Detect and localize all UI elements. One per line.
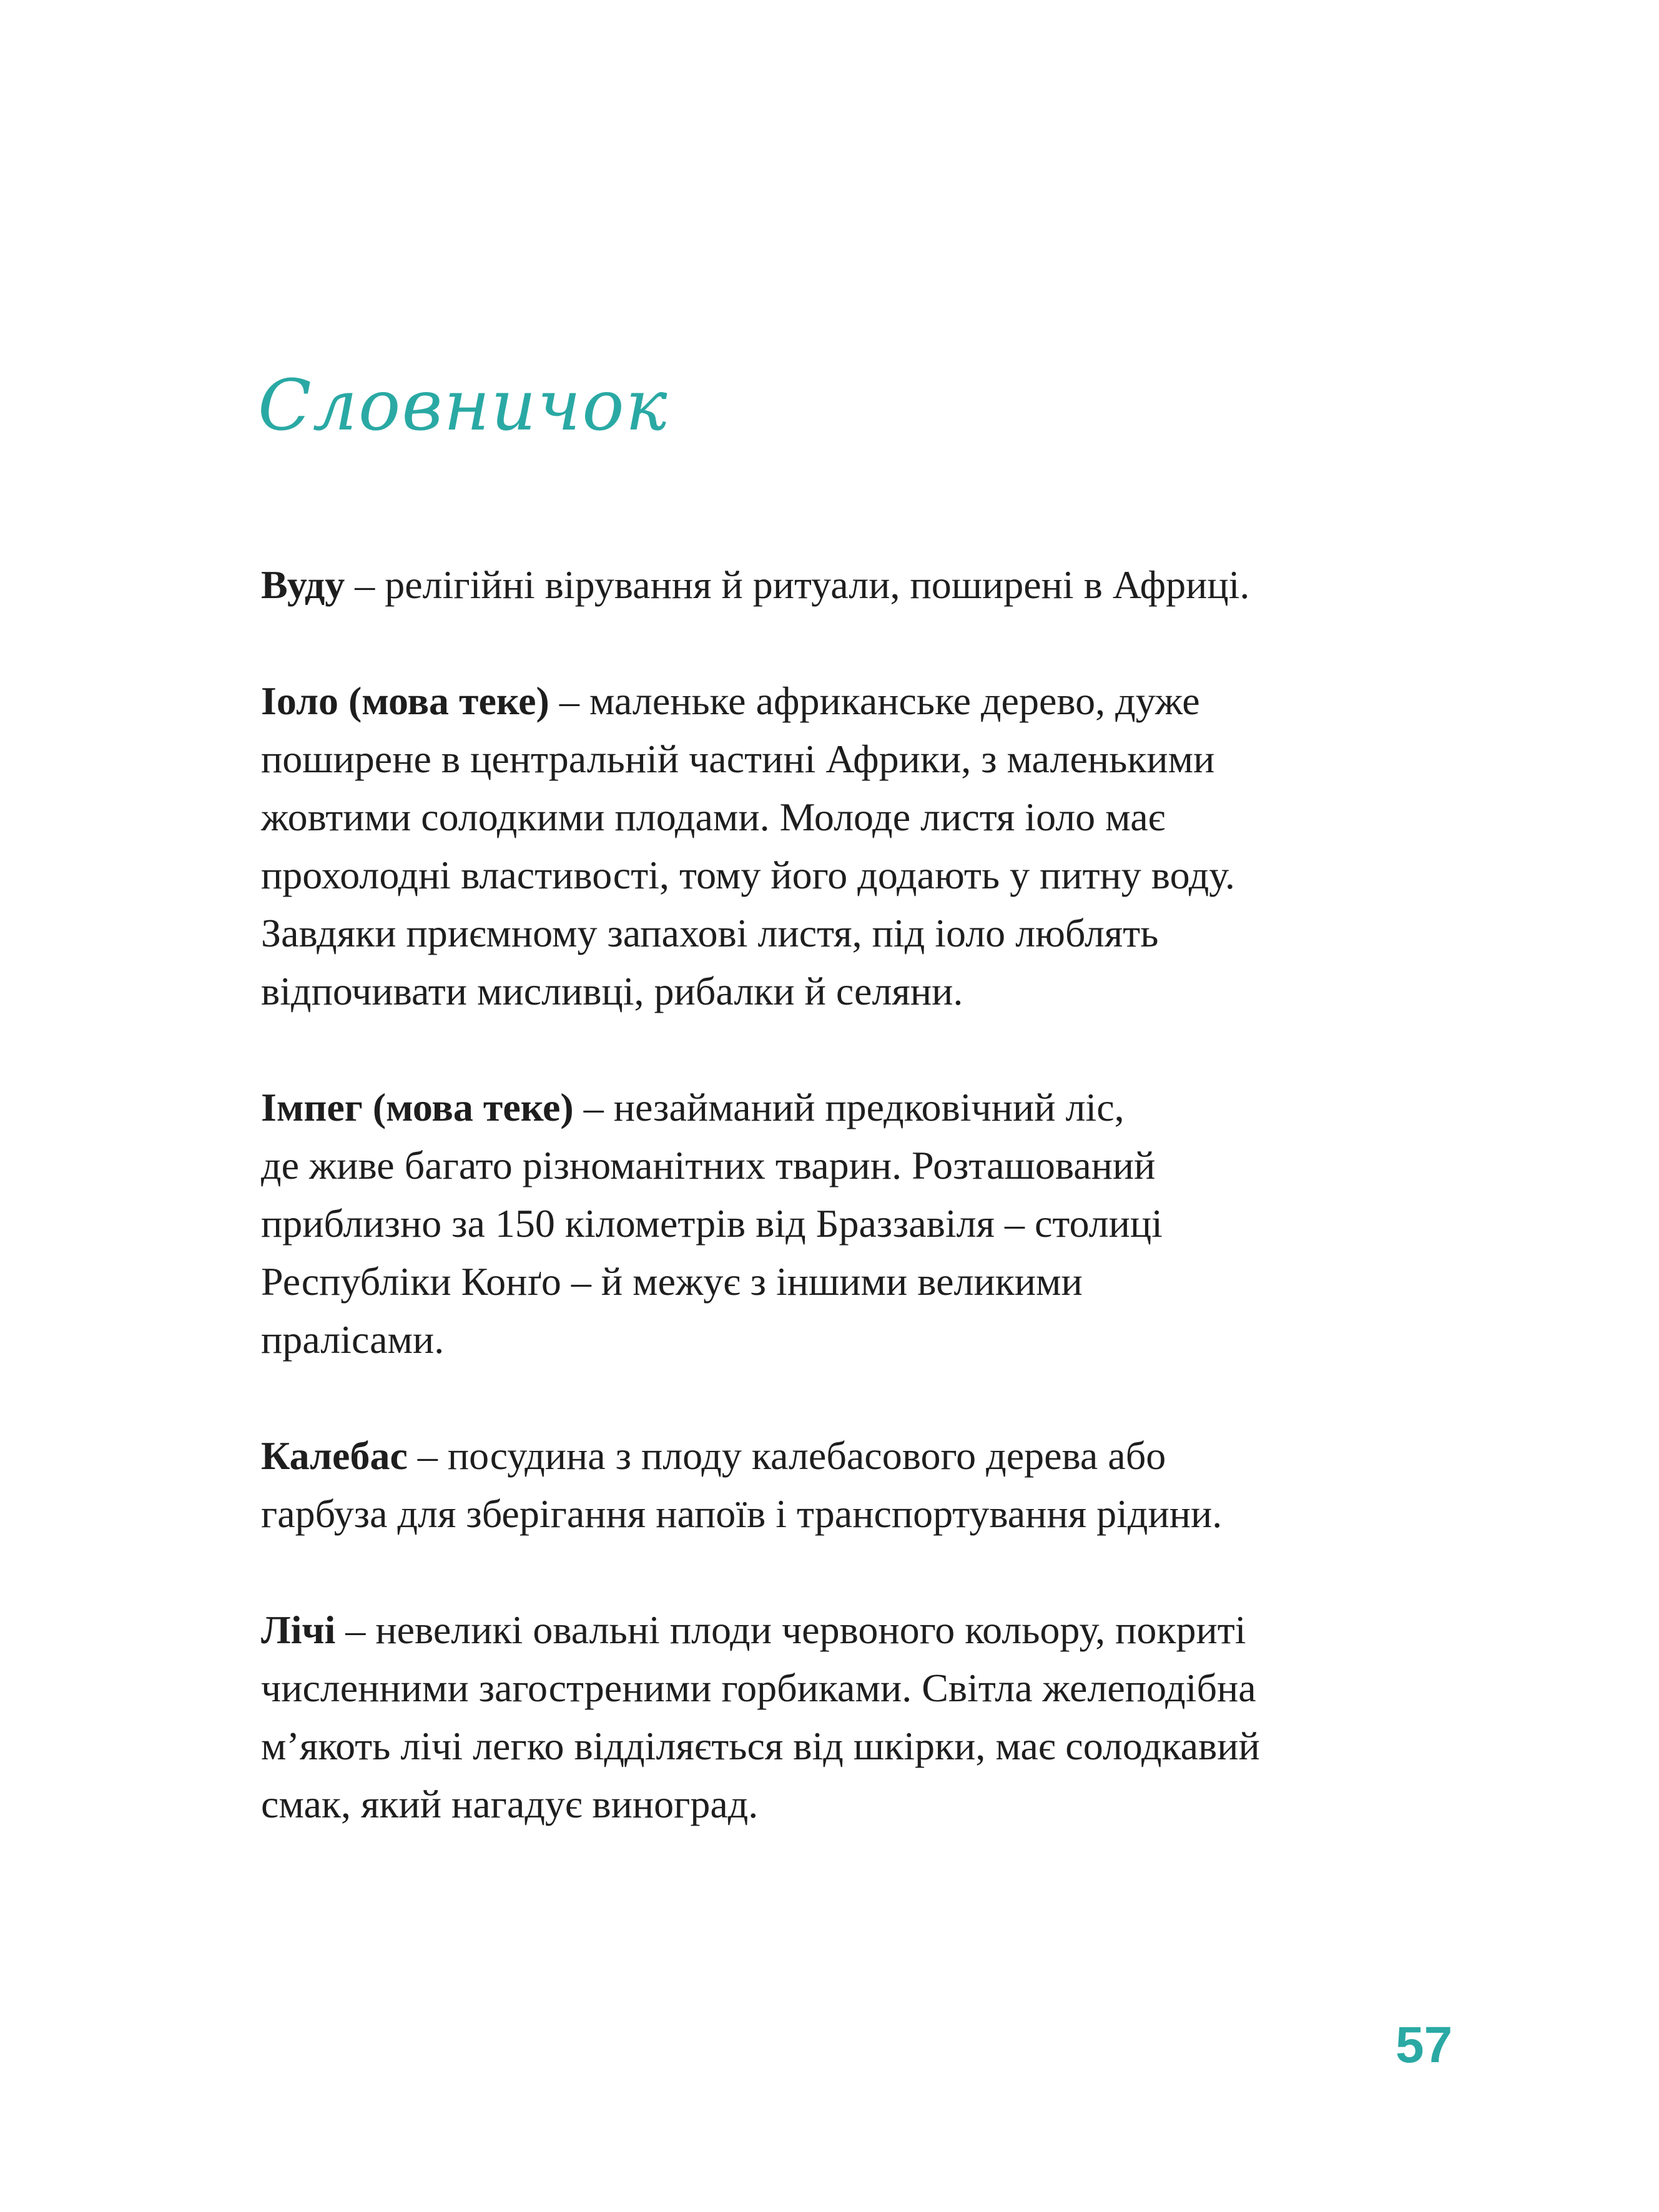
entry-definition-line: приблизно за 150 кілометрів від Браззавіля – столиці bbox=[261, 1201, 1163, 1246]
glossary-entry-impeh bbox=[261, 1078, 1485, 1369]
entry-definition-line: – релігійні вірування й ритуали, поширені в Африці. bbox=[355, 563, 1250, 607]
glossary-entry-lichi bbox=[261, 1601, 1485, 1833]
entry-definition-line: гарбуза для зберігання напоїв і транспортування рідини. bbox=[261, 1492, 1223, 1536]
page-title: Словничок bbox=[258, 365, 669, 446]
entry-term: Лічі bbox=[261, 1608, 336, 1652]
entry-definition-line: прохолодні властивості, тому його додають у питну воду. bbox=[261, 853, 1235, 897]
glossary bbox=[261, 556, 1485, 1891]
entry-definition-line: смак, який нагадує виноград. bbox=[261, 1782, 759, 1826]
entry-definition-line: відпочивати мисливці, рибалки й селяни. bbox=[261, 969, 963, 1013]
entry-definition-line: поширене в центральній частині Африки, з маленькими bbox=[261, 737, 1215, 781]
entry-term: Калебас bbox=[261, 1433, 408, 1478]
entry-definition-line: – посудина з плоду калебасового дерева або bbox=[417, 1433, 1166, 1478]
entry-definition-line: – невеликі овальні плоди червоного кольору, покриті bbox=[345, 1608, 1246, 1652]
page-number: 57 bbox=[1396, 2017, 1453, 2073]
entry-definition-line: де живе багато різноманітних тварин. Розташований bbox=[261, 1143, 1156, 1187]
entry-definition-line: Завдяки приємному запахові листя, під іоло люблять bbox=[261, 911, 1159, 955]
entry-definition-line: численними загостреними горбиками. Світла желеподібна bbox=[261, 1666, 1256, 1710]
glossary-entry-vudu bbox=[261, 556, 1485, 614]
entry-definition-line: – маленьке африканське дерево, дуже bbox=[559, 679, 1200, 723]
entry-term: Імпег (мова теке) bbox=[261, 1085, 574, 1129]
entry-definition-line: м’якоть лічі легко відділяється від шкірки, має солодкавий bbox=[261, 1724, 1260, 1768]
entry-definition-line: пралісами. bbox=[261, 1317, 445, 1362]
glossary-entry-ilolo bbox=[261, 672, 1485, 1020]
entry-definition-line: Республіки Конґо – й межує з іншими великими bbox=[261, 1259, 1083, 1304]
entry-definition-line: жовтими солодкими плодами. Молоде листя іоло має bbox=[261, 795, 1166, 839]
entry-term: Вуду bbox=[261, 563, 345, 607]
entry-definition-line: – незайманий предковічний ліс, bbox=[583, 1085, 1125, 1129]
entry-term: Іоло (мова теке) bbox=[261, 679, 549, 723]
glossary-entry-kalebas bbox=[261, 1427, 1485, 1543]
